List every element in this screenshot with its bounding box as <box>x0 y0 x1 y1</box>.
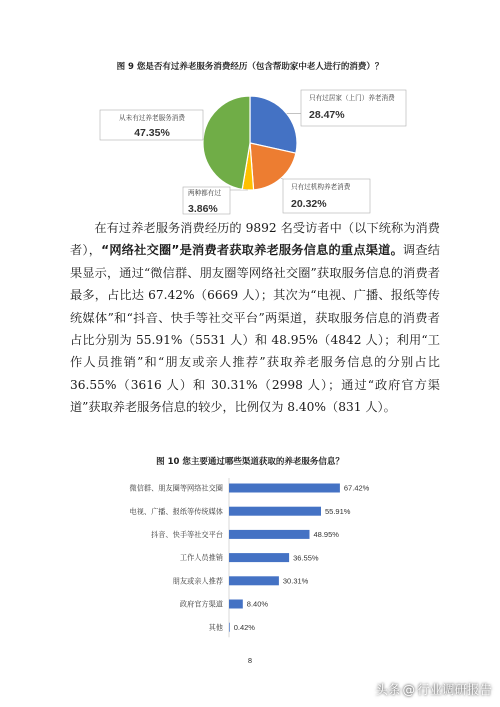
pie-slice-label: 从未有过养老服务消费 <box>119 114 185 122</box>
bar-category-label: 电视、广播、报纸等传统媒体 <box>129 506 223 516</box>
pie-slice-value: 47.35% <box>134 127 170 139</box>
bar-value-label: 0.42% <box>233 622 255 632</box>
bar-category-label: 抖音、快手等社交平台 <box>151 530 223 539</box>
bar <box>229 576 279 585</box>
watermark <box>375 680 492 698</box>
bar <box>229 507 321 516</box>
bar <box>229 530 310 539</box>
figure-9-title: 图 9 您是否有过养老服务消费经历（包含帮助家中老人进行的消费）？ <box>116 62 384 72</box>
pie-slice-label: 只有过居家（上门）养老消费 <box>309 94 395 102</box>
pie-slice-value: 20.32% <box>291 198 327 210</box>
watermark-name: 行业调研报告 <box>416 682 492 697</box>
page-number: 8 <box>247 657 253 665</box>
watermark-at: @ <box>402 682 415 697</box>
bar-value-label: 48.95% <box>313 530 339 540</box>
figure-10-title: 图 10 您主要通过哪些渠道获取的养老服务信息？ <box>156 457 344 467</box>
pie-slice-label: 只有过机构养老消费 <box>291 183 351 191</box>
bar-value-label: 55.91% <box>325 506 351 516</box>
paragraph-detail: 调查结果显示，通过“微信群、朋友圈等网络社交圈”获取服务信息的消费者最多，占比达 67.42%（6669 人）；其次为“电视、广播、报纸等传统媒体”和“抖音、快手等社交平台”两渠道，获取服务信息的消费者占比分别为 55.91%（5531 人）和 48.95%（4842 人）；利用“工作人员推销”和“朋友或亲人推荐”获取养老服务信息的分别占比 36.55%（3616 人）和 30.31%（2998 人）；通过“政府官方渠道”获取养老服务信息的较少，比例仅为 8.40%（831 人）。 <box>70 243 440 415</box>
pie-slice-value: 3.86% <box>188 203 218 215</box>
watermark-prefix: 头条 <box>375 682 401 697</box>
bar-value-label: 36.55% <box>293 553 319 563</box>
bar-value-label: 67.42% <box>343 483 370 493</box>
bar-category-label: 朋友或亲人推荐 <box>172 576 223 586</box>
bar-category-label: 工作人员推销 <box>179 553 223 563</box>
bar <box>229 553 289 562</box>
bar-value-label: 8.40% <box>246 599 269 609</box>
bar-category-label: 政府官方渠道 <box>179 599 223 609</box>
paragraph-intro: 在有过养老服务消费经历的 9892 名受访者中（以下统称为消费者）， <box>70 221 440 258</box>
bar <box>229 484 340 493</box>
bar-category-label: 微信群、朋友圈等网络社交圈 <box>129 483 223 493</box>
bar <box>229 600 243 609</box>
pie-slice-label: 两种都有过 <box>188 189 221 197</box>
bar-value-label: 30.31% <box>282 576 309 586</box>
paragraph-highlight: “网络社交圈”是消费者获取养老服务信息的重点渠道。 <box>101 243 403 258</box>
bar <box>229 623 230 632</box>
bar-category-label: 其他 <box>208 622 223 632</box>
pie-slice-value: 28.47% <box>309 109 345 121</box>
